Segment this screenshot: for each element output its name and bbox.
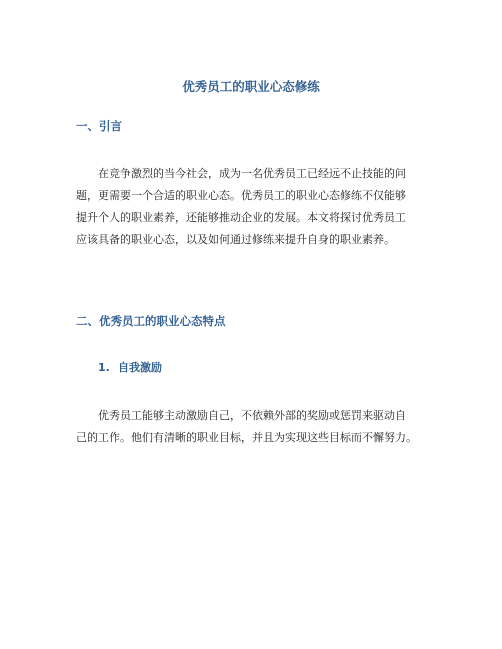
section-heading-traits: 二、优秀员工的职业心态特点	[76, 314, 226, 328]
section-heading-introduction: 一、引言	[76, 119, 122, 133]
paragraph-line: 在竞争激烈的当今社会，成为一名优秀员工已经远不止技能的问	[98, 167, 406, 180]
paragraph-line: 提升个人的职业素养，还能够推动企业的发展。本文将探讨优秀员工	[76, 211, 406, 224]
self-motivation-paragraph	[76, 405, 426, 449]
document-title: 优秀员工的职业心态修练	[182, 79, 320, 94]
paragraph-line: 题，更需要一个合适的职业心态。优秀员工的职业心态修练不仅能够	[76, 189, 406, 202]
subsection-title: 自我激励	[118, 361, 162, 374]
paragraph-line: 己的工作。他们有清晰的职业目标，并且为实现这些目标而不懈努力。	[76, 431, 417, 444]
introduction-paragraph	[76, 163, 426, 251]
paragraph-line: 优秀员工能够主动激励自己，不依赖外部的奖励或惩罚来驱动自	[98, 409, 406, 422]
subsection-number: 1.	[98, 361, 110, 374]
subsection-heading-self-motivation	[98, 360, 162, 376]
paragraph-line: 应该具备的职业心态，以及如何通过修练来提升自身的职业素养。	[76, 233, 395, 246]
